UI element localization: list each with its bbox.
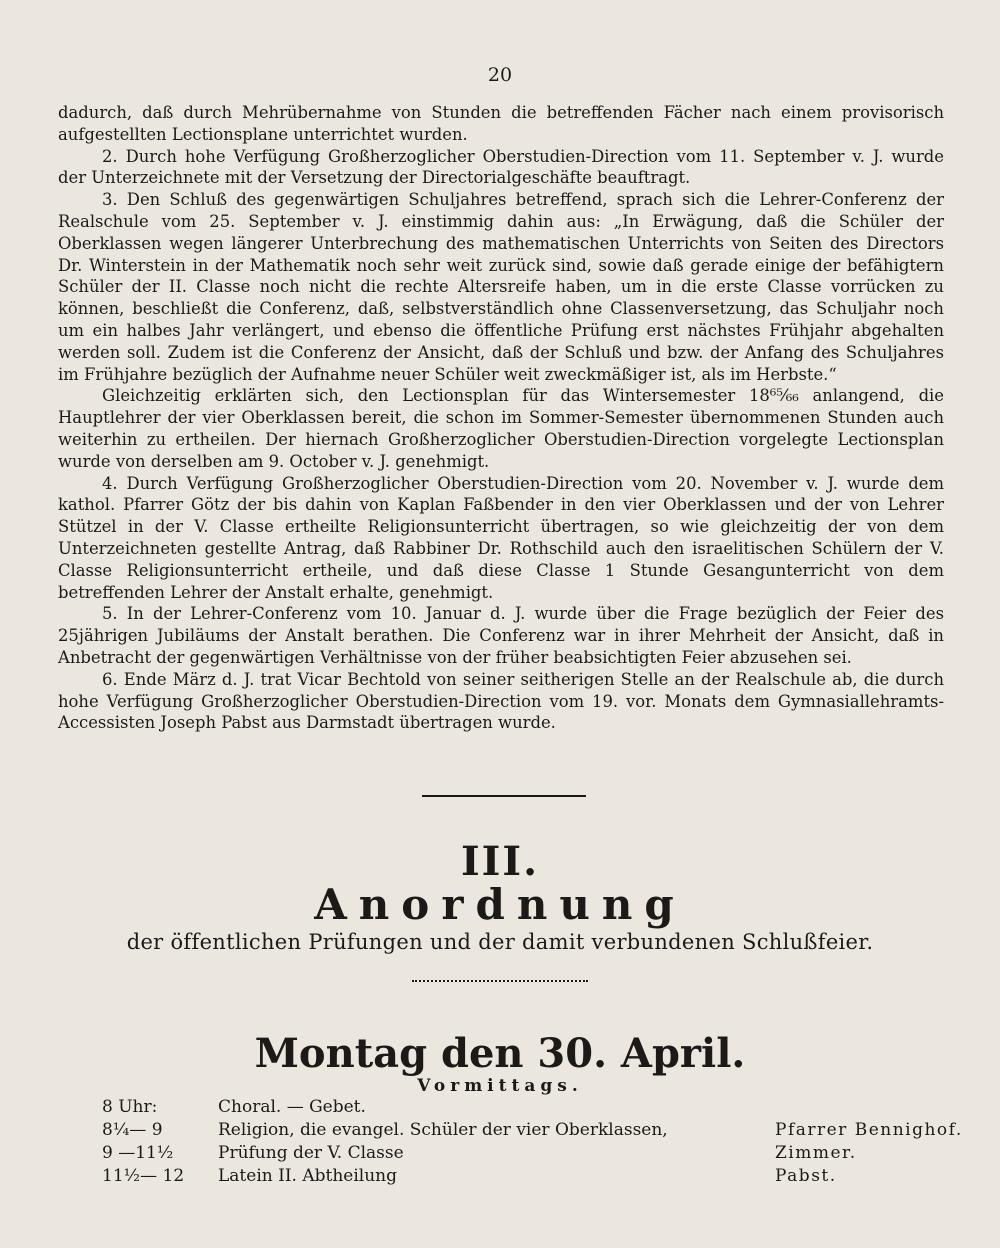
schedule-teacher: Pfarrer Bennighof. — [775, 1120, 963, 1140]
paragraph-item-4: 4. Durch Verfügung Großherzoglicher Oberstudien-Direction vom 20. November v. J. wurde dem kathol. Pfarrer Götz der bis dahin von Kaplan Faßbender in den vier Oberklassen und der von Lehrer Stützel in der V. Classe ertheilte Religionsunterricht übertragen, so wie gleichzeitig der von dem Unterzeichneten gestellte Antrag, daß Rabbiner Dr. Rothschild auch den israelitischen Schülern der V. Classe Religionsunterricht ertheile, und daß diese Classe 1 Stunde Gesangunterricht von dem betreffenden Lehrer der Anstalt erhalte, genehmigt. — [58, 473, 944, 602]
schedule-subject: Religion, die evangel. Schüler der vier Oberklassen, — [218, 1120, 668, 1140]
schedule-time: 8¹⁄₄— 9 — [102, 1120, 163, 1140]
ornamental-rule — [412, 980, 588, 988]
schedule-row — [100, 1119, 963, 1142]
section-number: III. — [460, 838, 540, 885]
day-heading: Montag den 30. April. — [254, 1030, 746, 1077]
schedule-subject: Choral. — Gebet. — [218, 1097, 366, 1117]
schedule-time: 11¹⁄₂— 12 — [102, 1166, 185, 1186]
paragraph-lectionsplan: Gleichzeitig erklärten sich, den Lectionsplan für das Wintersemester 18⁶⁵⁄₆₆ anlangend, die Hauptlehrer der vier Oberklassen bereit, die schon im Sommer-Semester übernommenen Stunden auch weiterhin zu ertheilen. Der hiernach Großherzoglicher Oberstudien-Direction vorgelegte Lectionsplan wurde von derselben am 9. October v. J. genehmigt. — [58, 386, 944, 471]
page-number: 20 — [487, 64, 513, 86]
paragraph-continuation: dadurch, daß durch Mehrübernahme von Stunden die betreffenden Fächer nach einem provisorisch aufgestellten Lectionsplane unterrichtet wurden. — [58, 103, 944, 144]
section-title: Anordnung — [314, 880, 686, 929]
schedule-row — [100, 1142, 900, 1165]
separator-rule — [422, 795, 586, 797]
exam-schedule — [100, 1096, 963, 1188]
paragraph-item-3: 3. Den Schluß des gegenwärtigen Schuljahres betreffend, sprach sich die Lehrer-Conferenz der Realschule vom 25. September v. J. einstimmig dahin aus: „In Erwägung, daß die Schüler der Oberklassen wegen längerer Unterbrechung des mathematischen Unterrichts von Seiten des Directors Dr. Winterstein in der Mathematik noch sehr weit zurück sind, sowie daß gerade einige der befähigtern Schüler der II. Classe noch nicht die rechte Altersreife haben, um in die erste Classe vorrücken zu können, beschließt die Conferenz, daß, selbstverständlich ohne Classenversetzung, das Schuljahr noch um ein halbes Jahr verlängert, und ebenso die öffentliche Prüfung erst nächstes Frühjahr abgehalten werden soll. Zudem ist die Conferenz der Ansicht, daß der Schluß und bzw. der Anfang des Schuljahres im Frühjahre bezüglich der Aufnahme neuer Schüler weit zweckmäßiger ist, als im Herbste.“ — [58, 190, 944, 384]
section-subtitle: der öffentlichen Prüfungen und der damit verbundenen Schlußfeier. — [126, 930, 874, 954]
schedule-row — [100, 1096, 900, 1119]
schedule-subject: Prüfung der V. Classe — [218, 1143, 404, 1163]
paragraph-item-6: 6. Ende März d. J. trat Vicar Bechtold von seiner seitherigen Stelle an der Realschule ab, die durch hohe Verfügung Großherzoglicher Oberstudien-Direction vom 19. vor. Monats dem Gymnasiallehramts-Accessisten Joseph Pabst aus Darmstadt übertragen wurde. — [58, 669, 944, 733]
schedule-time: 9 —11¹⁄₂ — [102, 1143, 174, 1163]
schedule-time: 8 Uhr: — [102, 1097, 158, 1117]
day-part-heading: Vormittags. — [417, 1076, 583, 1096]
schedule-subject: Latein II. Abtheilung — [218, 1166, 397, 1186]
schedule-row — [100, 1165, 900, 1188]
schedule-teacher: Zimmer. — [775, 1143, 857, 1163]
paragraph-item-2: 2. Durch hohe Verfügung Großherzoglicher Oberstudien-Direction vom 11. September v. J. wurde der Unterzeichnete mit der Versetzung der Directorialgeschäfte beauftragt. — [58, 146, 944, 188]
schedule-teacher: Pabst. — [775, 1166, 837, 1186]
paragraph-item-5: 5. In der Lehrer-Conferenz vom 10. Januar d. J. wurde über die Frage bezüglich der Feier des 25jährigen Jubiläums der Anstalt berathen. Die Conferenz war in ihrer Mehrheit der Ansicht, daß in Anbetracht der gegenwärtigen Verhältnisse von der früher beabsichtigten Feier abzusehen sei. — [58, 604, 944, 667]
body-text — [58, 102, 944, 734]
